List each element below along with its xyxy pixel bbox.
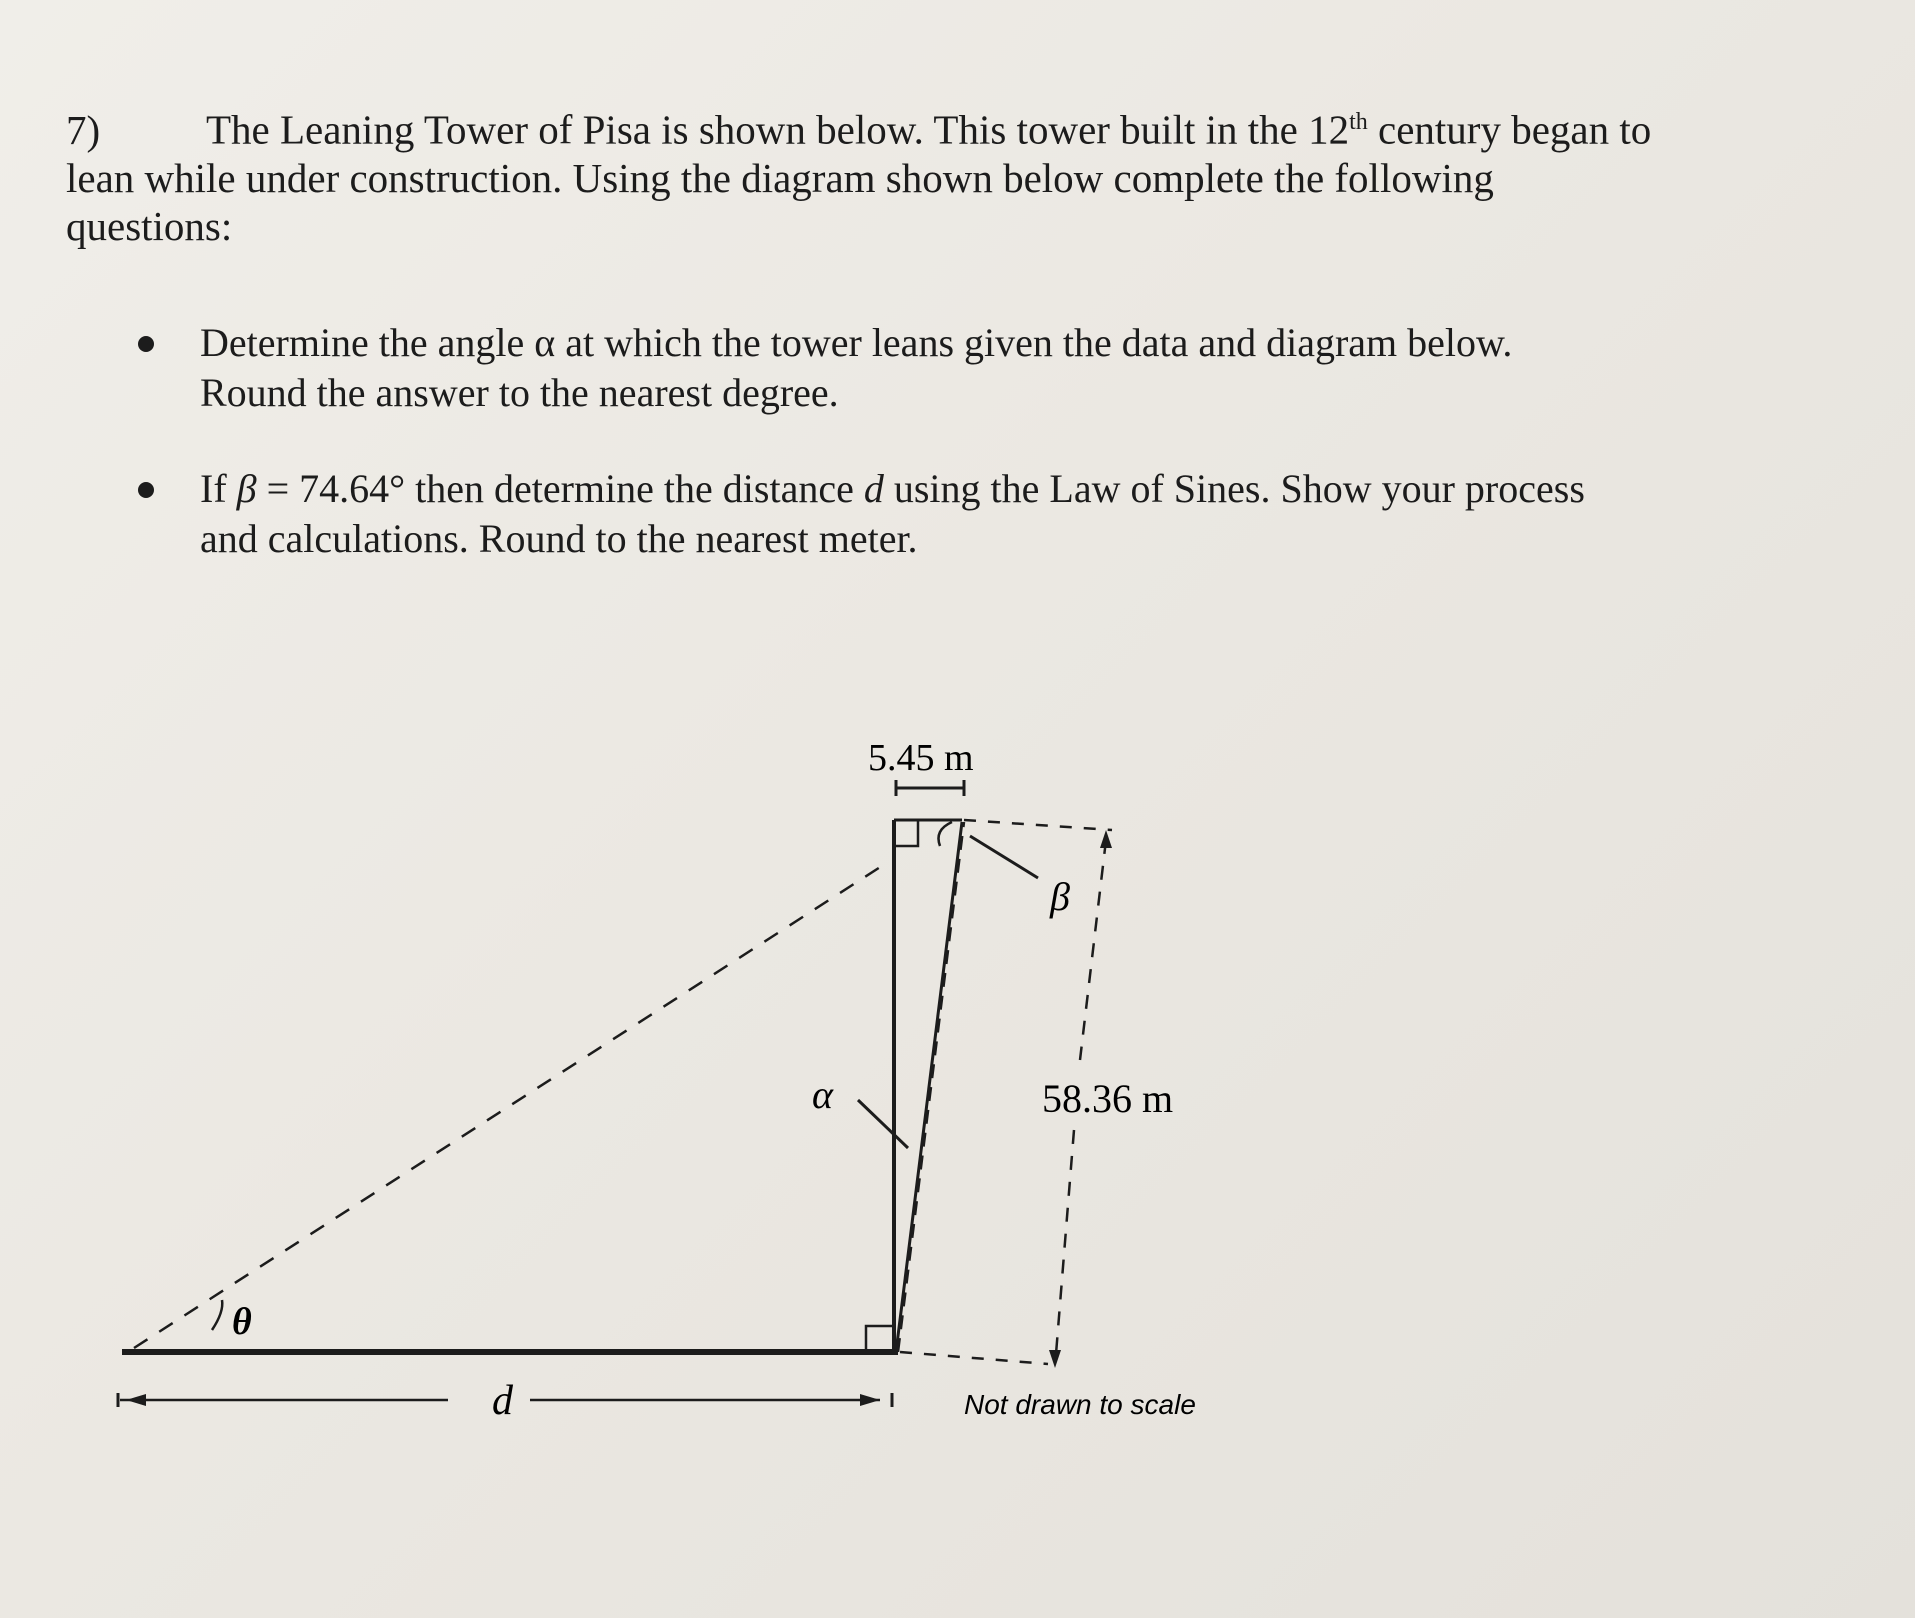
- question-1-line-2: Round the answer to the nearest degree.: [200, 370, 839, 415]
- width-label: 5.45 m: [868, 737, 974, 779]
- q2-d-variable: d: [863, 466, 884, 511]
- q2-text-end: using the Law of Sines. Show your process: [883, 466, 1585, 511]
- bottom-dashed-extension: [900, 1352, 1048, 1364]
- problem-number: 7): [66, 106, 101, 153]
- superscript-th: th: [1349, 109, 1368, 135]
- q2-beta-symbol: β: [236, 466, 257, 511]
- q2-beta-value: = 74.64°: [256, 466, 406, 511]
- theta-label: θ: [232, 1301, 252, 1343]
- leaning-tower-dashed-line: [898, 822, 964, 1352]
- right-angle-mark-base: [866, 1326, 894, 1352]
- q2-text: then determine the distance: [405, 466, 864, 511]
- height-dimension-upper: [1080, 840, 1106, 1060]
- theta-angle-arc: [212, 1300, 222, 1330]
- question-2-line-2: and calculations. Round to the nearest meter.: [200, 516, 918, 561]
- problem-text-1-end: century began to: [1367, 106, 1652, 153]
- leaning-tower-line: [896, 822, 962, 1352]
- height-arrow-top: [1100, 830, 1112, 848]
- d-arrow-right: [860, 1394, 880, 1406]
- problem-line-2: lean while under construction. Using the diagram shown below complete the following: [66, 154, 1494, 201]
- problem-text-1: The Leaning Tower of Pisa is shown below. This tower built in the 12: [206, 106, 1350, 153]
- q2-if: If: [200, 466, 237, 511]
- alpha-label: α: [812, 1072, 833, 1117]
- beta-pointer-line: [970, 836, 1038, 878]
- d-label: d: [492, 1378, 513, 1424]
- problem-line-3: questions:: [66, 202, 233, 249]
- height-label: 58.36 m: [1042, 1076, 1174, 1121]
- beta-label: β: [1050, 874, 1070, 919]
- d-arrow-left: [126, 1394, 146, 1406]
- right-angle-mark-top: [894, 820, 918, 846]
- height-arrow-bottom: [1049, 1350, 1061, 1368]
- alpha-pointer-line: [858, 1100, 908, 1148]
- line-of-sight-dashed: [134, 862, 888, 1348]
- question-1-line-1: Determine the angle α at which the tower leans given the data and diagram below.: [200, 320, 1513, 365]
- not-to-scale-note: Not drawn to scale: [964, 1389, 1196, 1420]
- height-dimension-lower: [1056, 1130, 1074, 1354]
- top-dashed-extension: [964, 820, 1112, 830]
- beta-angle-arc: [939, 822, 953, 846]
